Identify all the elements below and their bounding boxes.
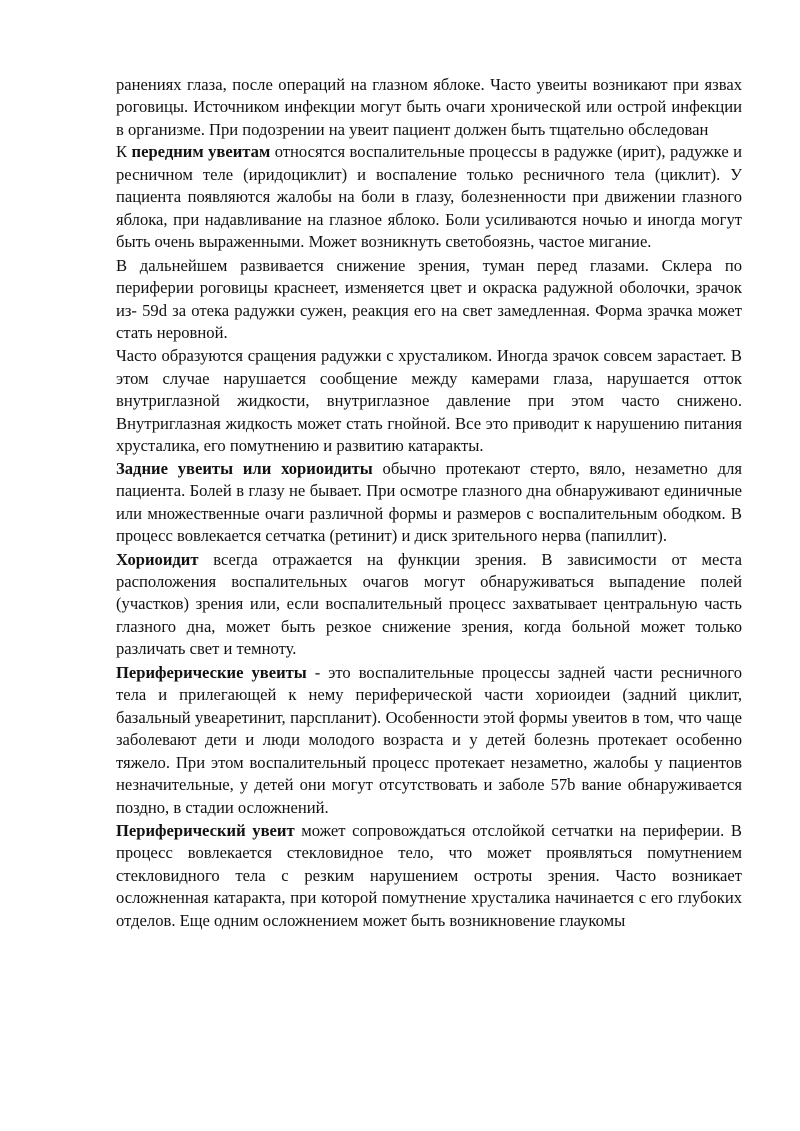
paragraph [116, 74, 742, 141]
paragraph [116, 662, 742, 819]
paragraph-text: - это воспалительные процессы задней части ресничного тела и прилегающей к нему периферической части хориоидеи (задний циклит, базальный увеаретинит, парспланит). Особенности этой формы увеитов в том, что чаще заболевают дети и люди молодого возраста и у детей болезнь протекает особенно тяжело. При этом воспалительный процесс протекает незаметно, жалобы у пациентов незначительные, у детей они могут отсутствовать и заболе 57b вание обнаруживается поздно, в стадии осложнений. [116, 662, 742, 817]
paragraph-text: всегда отражается на функции зрения. В зависимости от места расположения воспалительных очагов могут обнаруживаться выпадение полей (участков) зрения или, если воспалительный процесс захватывает центральную часть глазного дна, может быть резкое снижение зрения, когда больной может только различать свет и темноту. [116, 549, 742, 659]
bold-term: Хориоидит [116, 549, 199, 569]
paragraph [116, 458, 742, 548]
paragraph [116, 549, 742, 661]
bold-term: Периферический увеит [116, 820, 295, 840]
paragraph-text: обычно протекают стерто, вяло, незаметно для пациента. Болей в глазу не бывает. При осмотре глазного дна обнаруживают единичные или множественные очаги различной формы и размеров с воспалительным ободком. В процесс вовлекается сетчатка (ретинит) и диск зрительного нерва (папиллит). [116, 458, 742, 546]
bold-term: передним увеитам [131, 142, 271, 162]
paragraph-text: В дальнейшем развивается снижение зрения, туман перед глазами. Склера по периферии роговицы краснеет, изменяется цвет и окраска радужной оболочки, зрачок из- 59d за отека радужки сужен, реакция его на свет замедленная. Форма зрачка может стать неровной. [116, 255, 742, 342]
paragraph [116, 141, 742, 253]
document-body [116, 74, 742, 932]
paragraph [116, 820, 742, 932]
paragraph-text: относятся воспалительные процессы в радужке (ирит), радужке и ресничном теле (иридоциклит) и воспаление только ресничного тела (циклит). У пациента появляются жалобы на боли в глазу, болезненности при движении глазного яблока, при надавливание на глазное яблоко. Боли усиливаются ночью и иногда могут быть очень выраженными. Может возникнуть светобоязнь, частое мигание. [116, 142, 743, 252]
paragraph [116, 345, 742, 457]
paragraph [116, 255, 742, 345]
bold-term: Задние увеиты или хориоидиты [116, 458, 373, 478]
paragraph-text: может сопровождаться отслойкой сетчатки на периферии. В процесс вовлекается стекловидное тело, что может проявляться помутнением стекловидного тела с резким нарушением остроты зрения. Часто возникает осложненная катаракта, при которой помутнение хрусталика начинается с его глубоких отделов. Еще одним осложнением может быть возникновение глаукомы [116, 820, 742, 930]
paragraph-text: Часто образуются сращения радужки с хрусталиком. Иногда зрачок совсем зарастает. В этом случае нарушается сообщение между камерами глаза, нарушается отток внутриглазной жидкости, внутриглазное давление при этом часто снижено. Внутриглазная жидкость может стать гнойной. Все это приводит к нарушению питания хрусталика, его помутнению и развитию катаракты. [116, 346, 742, 456]
bold-term: Периферические увеиты [116, 662, 307, 682]
paragraph-text: ранениях глаза, после операций на глазном яблоке. Часто увеиты возникают при язвах роговицы. Источником инфекции могут быть очаги хронической или острой инфекции в организме. При подозрении на увеит пациент должен быть тщательно обследован [116, 75, 742, 139]
paragraph-text: К [116, 142, 132, 162]
